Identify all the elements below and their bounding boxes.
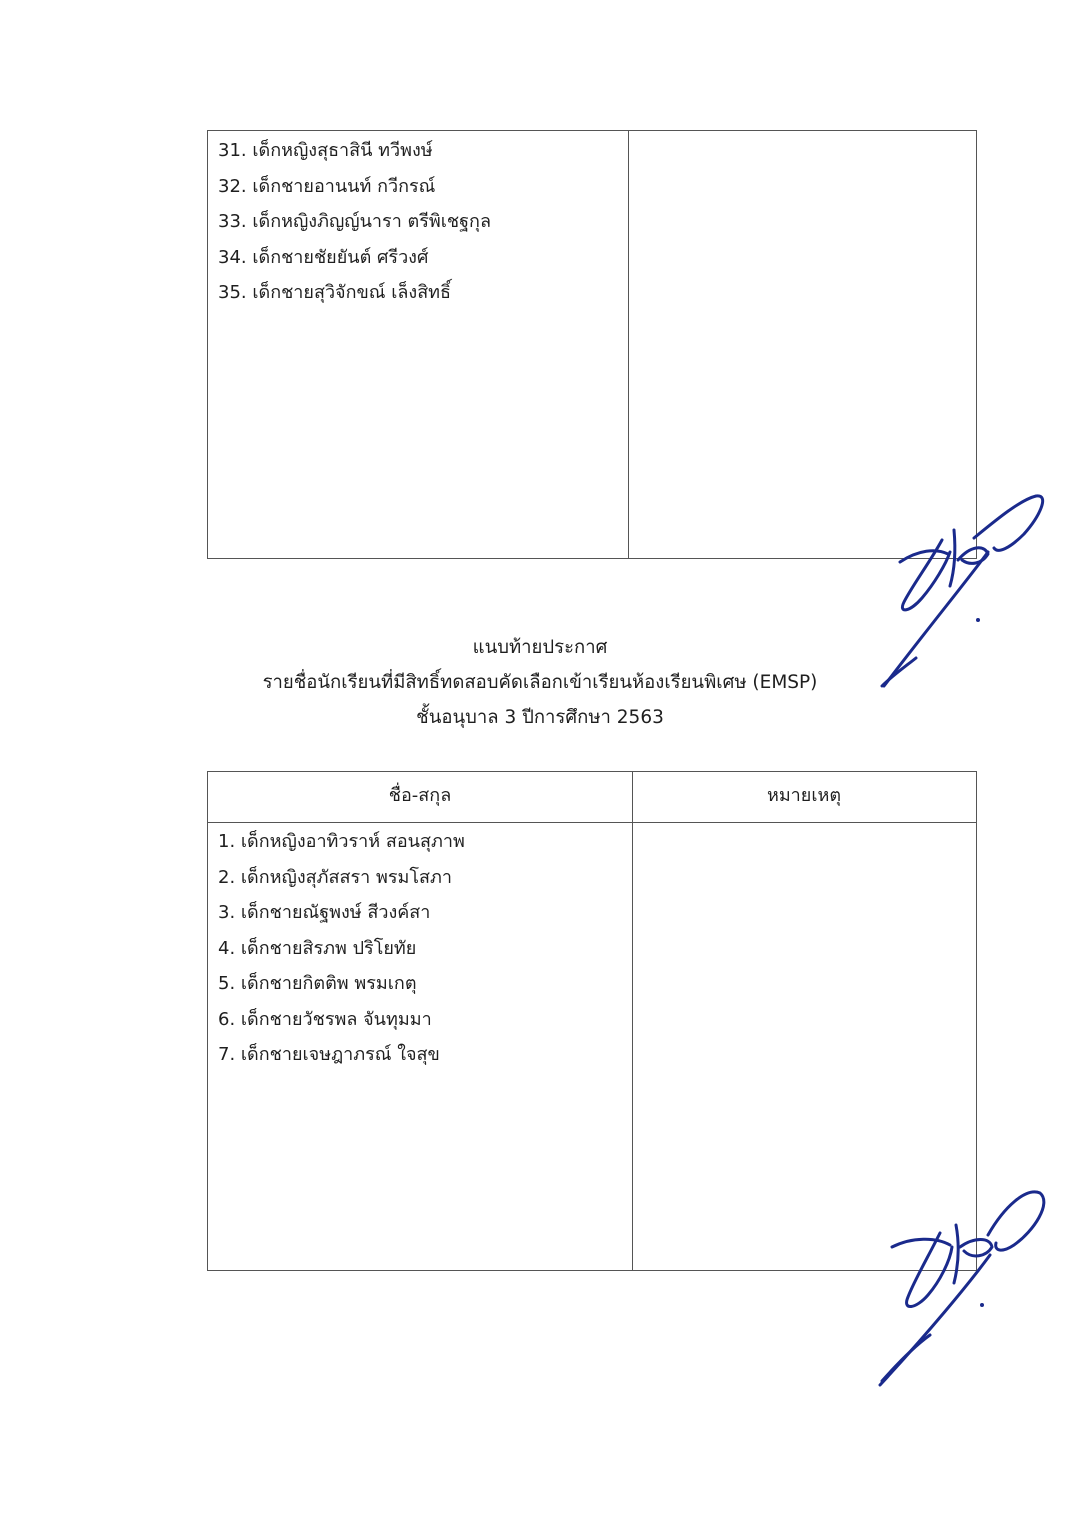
heading-line-3: ชั้นอนุบาล 3 ปีการศึกษา 2563 — [416, 707, 664, 728]
heading-line-1: แนบท้ายประกาศ — [472, 637, 608, 658]
signature-image — [870, 1185, 1055, 1395]
list-item: 7. เด็กชายเจษฎาภรณ์ ใจสุข — [218, 1044, 440, 1065]
announcement-heading — [0, 630, 1080, 735]
header-divider — [208, 822, 976, 823]
list-item: 3. เด็กชายณัฐพงษ์ สีวงค์สา — [218, 902, 431, 923]
list-item: 31. เด็กหญิงสุธาสินี ทวีพงษ์ — [218, 140, 433, 161]
student-list-1 — [218, 133, 491, 311]
list-item: 6. เด็กชายวัชรพล จันทุมมา — [218, 1008, 432, 1030]
header-note: หมายเหตุ — [766, 785, 842, 806]
list-item: 35. เด็กชายสุวิจักขณ์ เล็งสิทธิ์ — [218, 282, 452, 303]
student-table — [207, 771, 977, 1271]
list-item: 33. เด็กหญิงภิญญ์นารา ตรีพิเชฐกุล — [218, 211, 491, 232]
list-item: 34. เด็กชายชัยยันต์ ศรีวงศ์ — [218, 246, 429, 268]
header-name: ชื่อ-สกุล — [388, 785, 452, 806]
column-divider — [628, 131, 629, 558]
list-item: 5. เด็กชายกิตติพ พรมเกตุ — [218, 973, 417, 994]
column-divider — [632, 772, 633, 1270]
list-item: 2. เด็กหญิงสุภัสสรา พรมโสภา — [218, 866, 452, 888]
student-list-2 — [218, 824, 465, 1073]
student-table-continued — [207, 130, 977, 559]
list-item: 32. เด็กชายอานนท์ กวีกรณ์ — [218, 175, 436, 197]
list-item: 4. เด็กชายสิรภพ ปริโยทัย — [218, 937, 417, 959]
heading-line-2: รายชื่อนักเรียนที่มีสิทธิ์ทดสอบคัดเลือกเข้าเรียนห้องเรียนพิเศษ (EMSP) — [262, 672, 818, 693]
list-item: 1. เด็กหญิงอาทิวราห์ สอนสุภาพ — [218, 831, 465, 852]
